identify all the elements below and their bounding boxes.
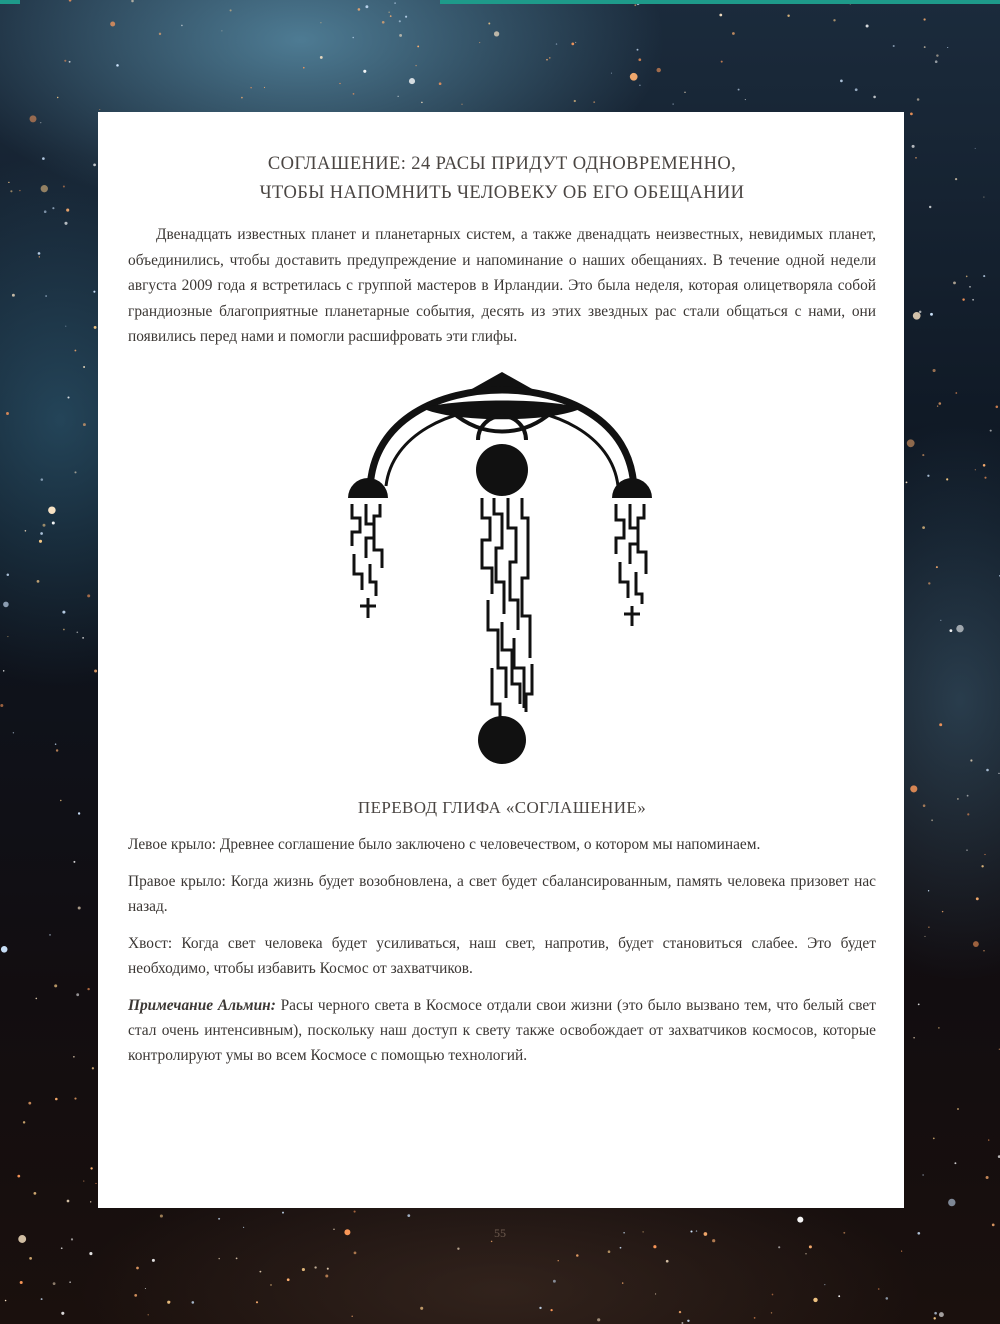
star	[942, 911, 943, 912]
star	[92, 1067, 94, 1069]
star	[983, 464, 986, 467]
star	[917, 98, 920, 101]
star	[34, 1192, 37, 1195]
star	[41, 1298, 43, 1300]
star	[657, 68, 661, 72]
star	[398, 96, 399, 97]
star	[192, 1301, 195, 1304]
star	[39, 540, 42, 543]
star	[611, 73, 612, 74]
star	[303, 67, 305, 69]
star	[48, 506, 56, 514]
star	[918, 1004, 920, 1006]
star	[772, 1294, 774, 1296]
star	[931, 819, 933, 821]
star	[61, 1247, 63, 1249]
star	[813, 1298, 817, 1302]
star	[83, 1181, 84, 1182]
star	[983, 950, 984, 951]
star	[457, 1248, 459, 1250]
star	[78, 812, 80, 814]
star	[218, 1258, 219, 1259]
star	[44, 210, 47, 213]
star	[855, 88, 858, 91]
almine-note	[128, 993, 876, 1068]
star	[87, 988, 89, 990]
star	[74, 471, 76, 473]
star	[256, 1301, 258, 1303]
star	[134, 1294, 137, 1297]
star	[93, 164, 96, 167]
star	[666, 1260, 669, 1263]
page-sheet	[98, 112, 904, 1208]
star	[145, 1288, 146, 1289]
agreement-glyph-icon	[342, 368, 662, 768]
star	[479, 42, 480, 43]
star	[833, 19, 835, 21]
star	[957, 1108, 959, 1110]
star	[684, 92, 685, 93]
star	[910, 113, 913, 116]
star	[966, 276, 968, 278]
star	[990, 430, 992, 432]
star	[805, 1253, 806, 1254]
star	[82, 637, 84, 639]
star	[935, 60, 938, 63]
star	[365, 5, 368, 8]
star	[928, 890, 929, 891]
star	[399, 34, 402, 37]
star	[955, 392, 957, 394]
star	[593, 101, 595, 103]
star	[83, 366, 85, 368]
star	[61, 1312, 64, 1315]
star	[975, 148, 976, 149]
star	[998, 773, 999, 774]
star	[54, 984, 57, 987]
star	[913, 312, 921, 320]
star	[421, 102, 423, 104]
star	[57, 97, 58, 98]
star	[949, 629, 952, 632]
star	[809, 1245, 812, 1248]
star	[922, 526, 925, 529]
star	[745, 99, 746, 100]
star	[417, 45, 419, 47]
star	[907, 439, 915, 447]
star	[41, 478, 44, 481]
star	[732, 32, 735, 35]
star	[64, 60, 66, 62]
star	[148, 1314, 149, 1315]
star	[575, 42, 576, 43]
star	[264, 87, 265, 88]
star	[622, 1282, 623, 1283]
star	[314, 1266, 316, 1268]
star	[954, 1162, 956, 1164]
star	[923, 804, 926, 807]
star	[89, 1252, 92, 1255]
star	[230, 9, 232, 11]
star	[571, 43, 574, 46]
star	[95, 1183, 96, 1184]
almine-note-label: Примечание Альмин:	[128, 996, 276, 1014]
star	[74, 350, 76, 352]
star	[984, 854, 985, 855]
star	[824, 1284, 825, 1285]
star	[928, 582, 930, 584]
star	[558, 1260, 559, 1261]
star	[886, 1297, 889, 1300]
star	[7, 574, 10, 577]
star	[43, 524, 46, 527]
star	[556, 43, 557, 44]
star	[250, 87, 251, 88]
star	[20, 1281, 23, 1284]
star	[99, 109, 100, 110]
star	[13, 732, 14, 733]
star	[915, 157, 916, 158]
star	[955, 178, 957, 180]
star	[38, 252, 41, 255]
star	[901, 1251, 902, 1252]
star	[936, 54, 938, 56]
star	[967, 795, 969, 797]
star	[771, 1312, 772, 1313]
star	[74, 1098, 76, 1100]
star	[12, 294, 15, 297]
star	[913, 1037, 914, 1038]
star	[41, 185, 48, 192]
star	[910, 785, 917, 792]
star	[65, 326, 66, 327]
star	[797, 1217, 803, 1223]
star	[363, 70, 366, 73]
star	[76, 631, 78, 633]
star	[358, 8, 361, 11]
star	[63, 629, 65, 631]
star	[439, 82, 442, 85]
star	[76, 993, 79, 996]
star	[983, 197, 984, 198]
star	[339, 83, 340, 84]
star	[270, 1284, 271, 1285]
star	[28, 1102, 31, 1105]
star	[90, 1201, 91, 1202]
translation-heading: ПЕРЕВОД ГЛИФА «СОГЛАШЕНИЕ»	[357, 797, 647, 817]
star	[986, 1176, 989, 1179]
title-line-1: СОГЛАШЕНИЕ: 24 РАСЫ ПРИДУТ ОДНОВРЕМЕННО,	[267, 154, 737, 174]
star	[354, 1211, 356, 1213]
star	[655, 1293, 656, 1294]
star	[787, 14, 789, 16]
star	[55, 1098, 58, 1101]
title-line-2: ЧТОБЫ НАПОМНИТЬ ЧЕЛОВЕКУ ОБ ЕГО ОБЕЩАНИИ	[259, 183, 745, 203]
star	[539, 1307, 541, 1309]
star	[673, 104, 674, 105]
star	[754, 1317, 756, 1319]
star	[996, 406, 999, 409]
star	[259, 1271, 261, 1273]
star	[35, 998, 37, 1000]
star	[679, 1311, 681, 1313]
star	[608, 1250, 611, 1253]
star	[975, 469, 976, 470]
star	[778, 1246, 780, 1248]
star	[924, 936, 925, 937]
star	[494, 31, 499, 36]
star	[929, 206, 931, 208]
star	[25, 530, 27, 532]
star	[939, 723, 942, 726]
star	[55, 743, 57, 745]
star	[687, 1320, 689, 1322]
star	[986, 769, 989, 772]
star	[620, 1247, 622, 1249]
star	[970, 759, 972, 761]
star	[948, 1199, 955, 1206]
star	[956, 625, 963, 632]
star	[936, 566, 938, 568]
star	[928, 927, 929, 928]
star	[840, 80, 843, 83]
star	[160, 1214, 163, 1217]
star	[56, 749, 58, 751]
star	[940, 620, 941, 621]
star	[966, 849, 968, 851]
star	[63, 185, 65, 187]
star	[409, 78, 415, 84]
star	[67, 396, 69, 398]
star	[382, 21, 385, 24]
star	[181, 25, 183, 27]
star	[327, 1268, 329, 1270]
star	[461, 104, 462, 105]
star	[93, 291, 95, 293]
star	[930, 313, 933, 316]
star	[938, 1027, 939, 1028]
star	[159, 33, 161, 35]
star	[302, 1268, 305, 1271]
star	[6, 412, 9, 415]
star	[630, 73, 638, 81]
star	[37, 580, 40, 583]
top-accent-right	[440, 0, 1000, 4]
star	[937, 405, 938, 406]
star	[167, 1301, 170, 1304]
star	[354, 1252, 357, 1255]
translation-right-wing: Правое крыло: Когда жизнь будет возобновлена, а свет будет сбалансированным, память человека призовет нас назад.	[128, 872, 876, 915]
intro-paragraph: Двенадцать известных планет и планетарных систем, а также двенадцать неизвестных, невидимых планет, объединились, чтобы доставить предупреждение и напоминание о наших обещаниях. В течение одной недели августа 2009 года я встретилась с группой мастеров в Ирландии. Это была неделя, которая олицетворяла собой грандиозные благоприятные планетарные события, десять из этих звездных рас стали общаться с нами, они появились перед нами и помогли расшифровать эти глифы.	[128, 226, 876, 345]
star	[934, 1312, 937, 1315]
star	[976, 897, 979, 900]
star	[981, 865, 983, 867]
star	[574, 100, 576, 102]
star	[39, 256, 40, 257]
star	[69, 1281, 71, 1283]
star	[957, 798, 959, 800]
star	[983, 275, 985, 277]
star	[10, 190, 12, 192]
star	[939, 402, 942, 405]
star	[94, 670, 97, 673]
star	[64, 222, 67, 225]
star	[42, 157, 45, 160]
star	[221, 30, 222, 31]
star	[73, 861, 75, 863]
star	[53, 1282, 56, 1285]
star	[927, 475, 929, 477]
star	[49, 934, 51, 936]
star	[634, 4, 636, 6]
star	[218, 1218, 220, 1220]
star	[30, 115, 37, 122]
star	[953, 281, 956, 284]
star	[906, 481, 908, 483]
star	[352, 37, 354, 39]
star	[40, 122, 41, 123]
star	[320, 22, 321, 23]
star	[320, 56, 323, 59]
star	[94, 326, 97, 329]
star	[933, 369, 936, 372]
star	[488, 23, 490, 25]
star	[52, 207, 54, 209]
star	[933, 1317, 935, 1319]
star	[110, 22, 115, 27]
star	[90, 1167, 92, 1169]
star	[962, 298, 964, 300]
star	[66, 209, 69, 212]
star	[351, 1316, 353, 1318]
star	[236, 1258, 238, 1260]
translation-tail: Хвост: Когда свет человека будет усиливаться, наш свет, напротив, будет становиться слабее. Это будет необходимо, чтобы избавить Космос от захватчиков.	[128, 934, 876, 977]
star	[23, 1121, 25, 1123]
star	[878, 1288, 880, 1290]
star	[546, 59, 548, 61]
star	[719, 14, 722, 17]
star	[972, 299, 974, 301]
star	[69, 61, 71, 63]
star	[407, 1214, 410, 1217]
star	[873, 96, 876, 99]
star	[933, 1138, 935, 1140]
star	[924, 46, 926, 48]
star	[87, 594, 90, 597]
star	[17, 1175, 20, 1178]
page-title	[128, 150, 876, 208]
star	[721, 61, 723, 63]
star	[116, 64, 119, 67]
star	[988, 1139, 989, 1140]
star	[912, 145, 915, 148]
star	[0, 704, 3, 707]
star	[405, 16, 407, 18]
star	[136, 1267, 139, 1270]
star	[73, 1056, 75, 1058]
star	[7, 636, 8, 637]
star	[919, 311, 921, 313]
star	[553, 1280, 556, 1283]
star	[389, 12, 390, 13]
star	[62, 611, 65, 614]
star	[282, 1212, 284, 1214]
star	[152, 1259, 155, 1262]
top-accent-bar	[0, 0, 1000, 4]
star	[390, 15, 392, 17]
star	[415, 65, 416, 66]
star	[549, 57, 550, 58]
star	[40, 532, 43, 535]
star	[738, 89, 740, 91]
star	[639, 84, 641, 86]
star	[984, 477, 986, 479]
page-number: 55	[494, 1226, 506, 1240]
star	[923, 18, 925, 20]
star	[838, 1295, 840, 1297]
star	[241, 97, 243, 99]
star	[922, 1174, 923, 1175]
star	[893, 45, 895, 47]
star	[866, 24, 869, 27]
almine-note-text: Расы черного света в Космосе отдали свои жизни (это было вызвано тем, что белый свет стал очень интенсивным), поскольку наш доступ к свету также освобождает от захватчиков космосов, которые контролируют умы во всем Космосе с помощью технологий.	[128, 996, 876, 1064]
star	[939, 1312, 944, 1317]
star	[78, 907, 81, 910]
star	[8, 182, 9, 183]
star	[973, 941, 979, 947]
star	[5, 1300, 7, 1302]
star	[19, 190, 20, 191]
star	[399, 20, 401, 22]
star	[420, 1307, 423, 1310]
star	[597, 1318, 600, 1321]
star	[45, 295, 47, 297]
star	[325, 1275, 328, 1278]
translation-left-wing: Левое крыло: Древнее соглашение было заключено с человечеством, о котором мы напоминаем.	[128, 835, 761, 853]
star	[287, 1278, 290, 1281]
star	[353, 93, 355, 95]
star	[83, 423, 86, 426]
star	[922, 454, 924, 456]
star	[550, 1309, 552, 1311]
star	[52, 521, 55, 524]
star	[653, 1245, 656, 1248]
star	[29, 1257, 32, 1260]
star	[1, 946, 8, 953]
star	[67, 1200, 70, 1203]
star	[576, 1254, 579, 1257]
star	[3, 670, 4, 671]
star	[637, 49, 639, 51]
star	[969, 286, 970, 287]
star	[947, 47, 948, 48]
star	[946, 478, 948, 480]
star	[3, 602, 9, 608]
star	[60, 800, 61, 801]
top-accent-left	[0, 0, 20, 4]
star	[967, 813, 969, 815]
star	[638, 58, 641, 61]
